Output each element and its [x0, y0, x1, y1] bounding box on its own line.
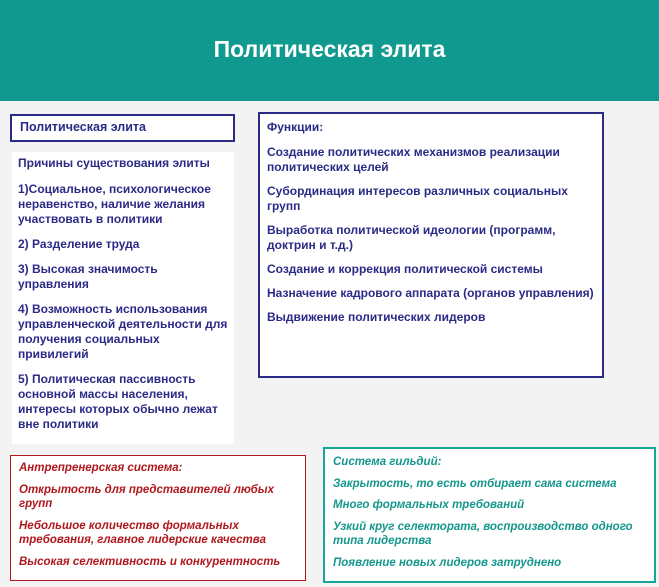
- guild-item: Появление новых лидеров затруднено: [333, 556, 562, 569]
- entrepreneur-item: Небольшое количество формальных требования, главное лидерские качества: [19, 519, 266, 546]
- entrepreneur-heading: Антрепренерская система:: [19, 462, 183, 474]
- cause-item: 2) Разделение труда: [18, 237, 140, 251]
- cause-item: 1)Социальное, психологическое неравенство, наличие желания участвовать в политики: [18, 182, 211, 226]
- causes-heading: Причины существования элиты: [18, 156, 210, 170]
- guild-item: Много формальных требований: [333, 499, 525, 511]
- causes-box: [12, 152, 234, 444]
- guild-item: Узкий круг селектората, воспроизводство одного типа лидерства: [333, 520, 633, 547]
- cause-item: 4) Возможность использования управленческой деятельности для получения социальных привилегий: [18, 302, 228, 361]
- cause-item: 3) Высокая значимость управления: [18, 262, 158, 291]
- cause-item: 5) Политическая пассивность основной массы населения, интересы которых обычно лежат вне политики: [18, 372, 218, 431]
- header-banner: [0, 0, 659, 101]
- function-item: Создание и коррекция политической системы: [267, 262, 543, 276]
- political-elite-label-box: [10, 114, 235, 142]
- functions-box: [258, 112, 604, 378]
- political-elite-label: Политическая элита: [20, 120, 147, 134]
- guild-heading: Система гильдий:: [333, 456, 442, 468]
- function-item: Субординация интересов различных социальных групп: [267, 184, 568, 213]
- page-title: Политическая элита: [213, 36, 446, 62]
- entrepreneur-system-box: [10, 455, 306, 581]
- function-item: Выработка политической идеологии (программ, доктрин и т.д.): [267, 223, 556, 252]
- functions-heading: Функции:: [267, 120, 324, 134]
- guild-item: Закрытость, то есть отбирает сама система: [333, 477, 617, 490]
- function-item: Выдвижение политических лидеров: [267, 310, 486, 324]
- entrepreneur-item: Высокая селективность и конкурентность: [19, 555, 281, 568]
- function-item: Назначение кадрового аппарата (органов управления): [267, 286, 594, 300]
- entrepreneur-item: Открытость для представителей любых групп: [19, 483, 275, 510]
- guild-system-box: [323, 447, 656, 583]
- function-item: Создание политических механизмов реализации политических целей: [267, 145, 560, 174]
